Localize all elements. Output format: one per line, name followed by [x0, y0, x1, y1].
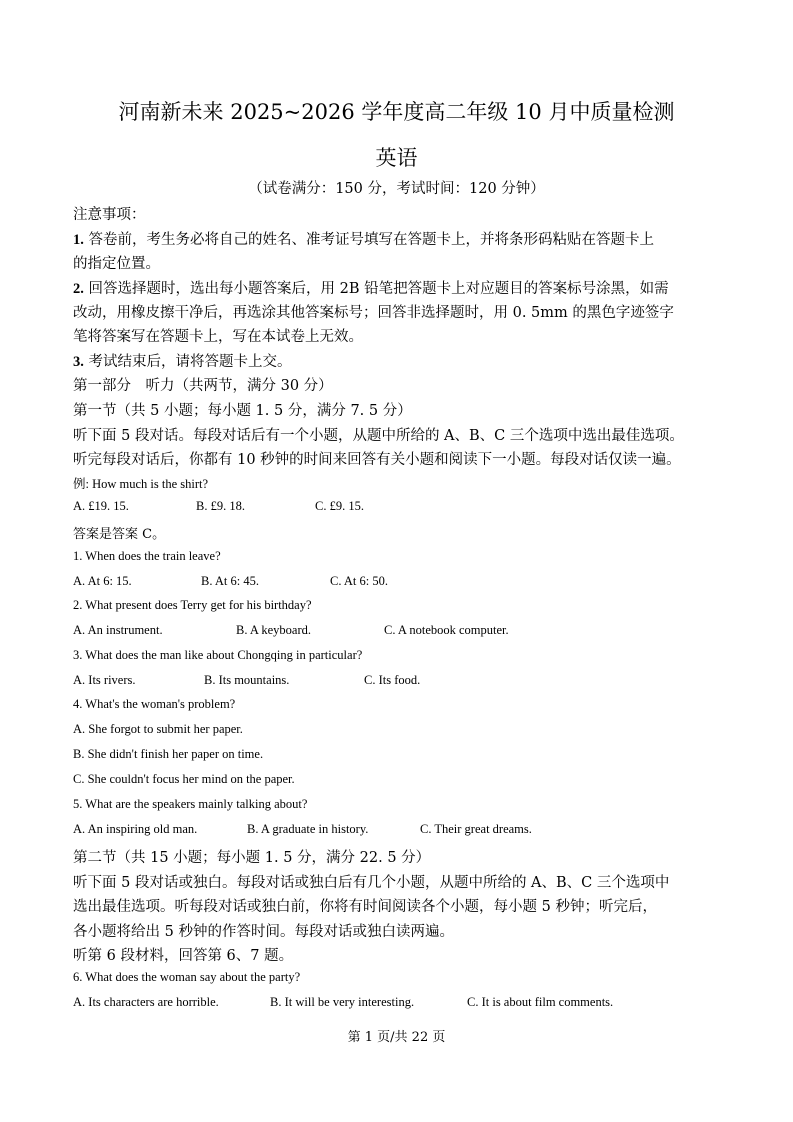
notice-item-1	[73, 228, 654, 249]
notice-item-1-cont: 的指定位置。	[73, 256, 160, 272]
section2-instruction-2: 选出最佳选项。听每段对话或独白前，你将有时间阅读各个小题，每小题 5 秒钟；听完后，	[73, 899, 657, 915]
q3-option-a: A. Its rivers.	[73, 673, 136, 687]
question-2: 2. What present does Terry get for his birthday?	[73, 598, 312, 612]
notice-item-3	[73, 350, 291, 371]
q6-option-c: C. It is about film comments.	[467, 995, 614, 1009]
part1-heading: 第一部分 听力（共两节，满分 30 分）	[73, 378, 333, 394]
q1-option-a: A. At 6: 15.	[73, 574, 132, 588]
q4-option-c: C. She couldn't focus her mind on the paper.	[73, 772, 295, 786]
q1-option-b: B. At 6: 45.	[201, 574, 259, 588]
notice-heading: 注意事项：	[73, 207, 146, 223]
section1-instruction-1: 听下面 5 段对话。每段对话后有一个小题，从题中所给的 A、B、C 三个选项中选出最佳选项。	[73, 428, 684, 444]
notice-item-1-text: 答卷前，考生务必将自己的姓名、准考证号填写在答题卡上，并将条形码粘贴在答题卡上	[88, 232, 654, 248]
q5-option-c: C. Their great dreams.	[420, 822, 532, 836]
q5-option-a: A. An inspiring old man.	[73, 822, 198, 836]
q3-option-c: C. Its food.	[364, 673, 421, 687]
question-3: 3. What does the man like about Chongqing in particular?	[73, 648, 363, 662]
notice-item-2-num: 2.	[73, 281, 84, 297]
notice-item-2-text: 回答选择题时，选出每小题答案后，用 2B 铅笔把答题卡上对应题目的答案标号涂黑，如需	[88, 281, 669, 297]
notice-item-2-cont: 改动，用橡皮擦干净后，再选涂其他答案标号；回答非选择题时，用 0. 5mm 的黑色字迹签字	[73, 305, 674, 321]
example-answer: 答案是答案 C。	[73, 527, 166, 542]
q1-option-c: C. At 6: 50.	[330, 574, 388, 588]
question-5: 5. What are the speakers mainly talking about?	[73, 797, 308, 811]
question-1: 1. When does the train leave?	[73, 549, 221, 563]
example-option-a: A. £19. 15.	[73, 499, 129, 513]
exam-info: （试卷满分：150 分，考试时间：120 分钟）	[248, 181, 545, 197]
notice-item-3-text: 考试结束后，请将答题卡上交。	[88, 354, 292, 370]
example-option-b: B. £9. 18.	[196, 499, 245, 513]
q4-option-b: B. She didn't finish her paper on time.	[73, 747, 264, 761]
q6-option-a: A. Its characters are horrible.	[73, 995, 219, 1009]
q2-option-a: A. An instrument.	[73, 623, 163, 637]
notice-item-3-num: 3.	[73, 354, 84, 370]
section2-instruction-1: 听下面 5 段对话或独白。每段对话或独白后有几个小题，从题中所给的 A、B、C 三个选项中	[73, 875, 670, 891]
q4-option-a: A. She forgot to submit her paper.	[73, 722, 243, 736]
example-question: 例: How much is the shirt?	[73, 477, 209, 491]
q5-option-b: B. A graduate in history.	[247, 822, 369, 836]
question-6: 6. What does the woman say about the party?	[73, 970, 301, 984]
page-footer: 第 1 页/共 22 页	[347, 1030, 446, 1045]
notice-item-2	[73, 277, 669, 298]
notice-item-1-num: 1.	[73, 232, 84, 248]
exam-title: 河南新未来 2025~2026 学年度高二年级 10 月中质量检测	[118, 100, 675, 124]
section2-instruction-3: 各小题将给出 5 秒钟的作答时间。每段对话或独白读两遍。	[73, 924, 454, 940]
notice-item-2-cont2: 笔将答案写在答题卡上，写在本试卷上无效。	[73, 329, 363, 345]
subject-title: 英语	[375, 146, 418, 170]
q2-option-c: C. A notebook computer.	[384, 623, 509, 637]
section2-heading: 第二节（共 15 小题；每小题 1. 5 分，满分 22. 5 分）	[73, 850, 431, 866]
question-4: 4. What's the woman's problem?	[73, 697, 236, 711]
q6-option-b: B. It will be very interesting.	[270, 995, 415, 1009]
section1-instruction-2: 听完每段对话后，你都有 10 秒钟的时间来回答有关小题和阅读下一小题。每段对话仅读一遍。	[73, 452, 681, 468]
q2-option-b: B. A keyboard.	[236, 623, 311, 637]
material-6-heading: 听第 6 段材料，回答第 6、7 题。	[73, 948, 294, 964]
example-option-c: C. £9. 15.	[315, 499, 364, 513]
section1-heading: 第一节（共 5 小题；每小题 1. 5 分，满分 7. 5 分）	[73, 403, 412, 419]
q3-option-b: B. Its mountains.	[204, 673, 290, 687]
